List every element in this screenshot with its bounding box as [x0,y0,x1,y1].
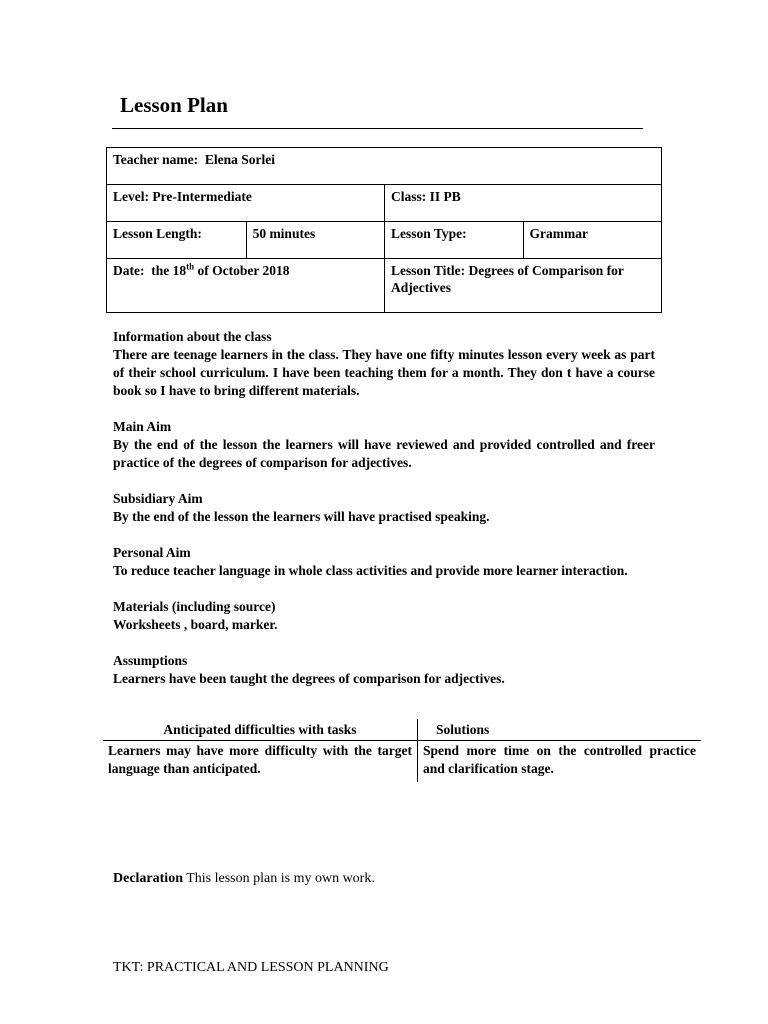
section-text: By the end of the lesson the learners will have reviewed and provided controlled and freer practice of the degrees of comparison for adjectives. [113,437,655,470]
section-heading: Subsidiary Aim [113,491,203,506]
difficulties-column-header: Anticipated difficulties with tasks [103,719,418,741]
lesson-length-label: Lesson Length: [107,222,247,259]
level-value: Pre-Intermediate [152,189,252,204]
date-label: Date: [113,263,145,278]
date-prefix: the 18 [151,263,187,278]
difficulties-row [103,741,701,783]
section-text: To reduce teacher language in whole class activities and provide more learner interaction. [113,563,628,578]
difficulty-cell: Learners may have more difficulty with the target language than anticipated. [103,741,418,783]
teacher-name-value: Elena Sorlei [204,152,275,167]
page-footer: TKT: PRACTICAL AND LESSON PLANNING [113,960,389,975]
title-underline [112,128,643,129]
teacher-name-label: Teacher name: [113,152,199,167]
lesson-sections [113,328,655,706]
declaration-label: Declaration [113,871,183,886]
declaration [113,871,375,887]
section-main-aim [113,418,655,472]
lesson-length-value: 50 minutes [246,222,384,259]
section-class-info [113,328,655,400]
section-personal-aim [113,544,655,580]
lesson-header-table [106,147,662,313]
section-text: There are teenage learners in the class. They have one fifty minutes lesson every week as part of their school curriculum. I have been teaching them for a month. They don t have a course book so I have to bring different materials. [113,347,655,398]
section-materials [113,598,655,634]
section-heading: Main Aim [113,419,172,434]
page-title: Lesson Plan [120,93,228,117]
lesson-type-label: Lesson Type: [385,222,523,259]
section-subsidiary-aim [113,490,655,526]
date-title-row [107,259,662,313]
section-heading: Personal Aim [113,545,191,560]
difficulties-solutions-table [103,719,701,782]
solutions-column-header: Solutions [418,719,702,741]
section-heading: Assumptions [113,653,188,668]
teacher-row [107,148,662,185]
section-text: Worksheets , board, marker. [113,617,278,632]
section-text: Learners have been taught the degrees of comparison for adjectives. [113,671,505,686]
date-ordinal-suffix: th [186,261,195,272]
class-value: II PB [429,189,461,204]
lesson-type-value: Grammar [523,222,662,259]
section-heading: Information about the class [113,329,272,344]
solution-cell: Spend more time on the controlled practice and clarification stage. [423,743,696,776]
lesson-title-cell [385,259,662,313]
level-label: Level: [113,189,149,204]
class-cell [385,185,662,222]
date-cell [107,259,385,313]
difficulties-header-row [103,719,701,741]
class-label: Class: [391,189,427,204]
date-suffix: of October 2018 [194,263,290,278]
lesson-title-value: Degrees of Comparison for Adjectives [391,263,624,295]
section-heading: Materials (including source) [113,599,276,614]
teacher-name-cell [107,148,662,185]
level-class-row [107,185,662,222]
level-cell [107,185,385,222]
section-assumptions [113,652,655,688]
section-text: By the end of the lesson the learners will have practised speaking. [113,509,490,524]
declaration-text: This lesson plan is my own work. [182,871,375,886]
length-type-row [107,222,662,259]
lesson-title-label: Lesson Title: [391,263,466,278]
